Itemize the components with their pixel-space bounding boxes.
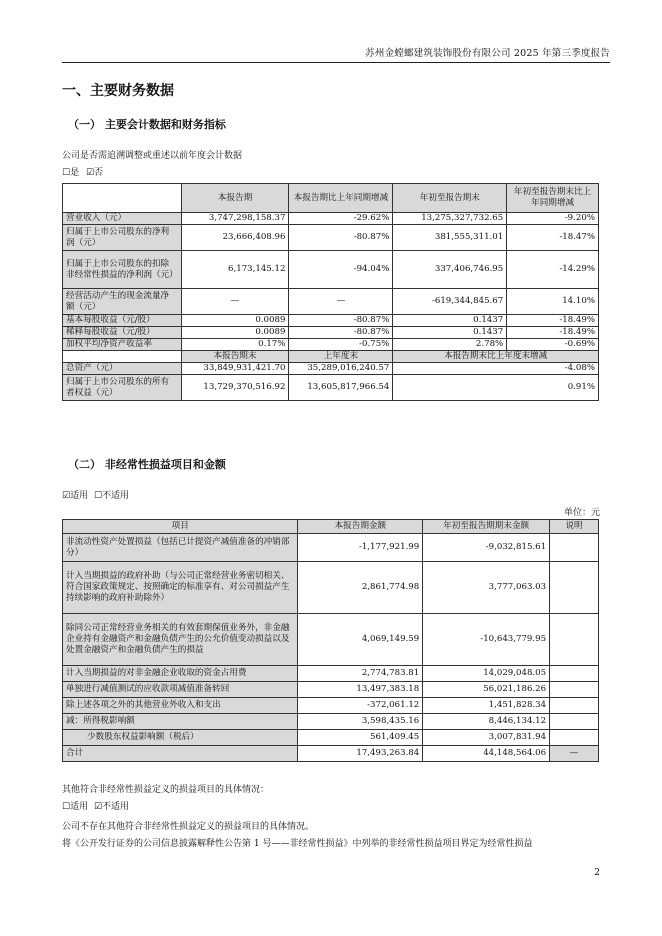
t1-cell: 33,849,931,421.70 (181, 363, 289, 375)
no-checkbox[interactable]: ☑ (85, 168, 95, 178)
t2-cell (550, 666, 599, 682)
table-row (63, 289, 599, 315)
applicable-label: 适用 (70, 491, 89, 501)
t1-cell: 13,275,327,732.65 (393, 213, 507, 225)
t2-header-cell: 年初至报告期期末金额 (423, 520, 550, 534)
t2-cell: 44,148,564.06 (423, 746, 550, 762)
other-items-options (62, 799, 129, 812)
t1-header-cell: 年初至报告期末 (393, 184, 507, 213)
table-row (63, 730, 599, 746)
t1-cell: -0.69% (507, 339, 599, 351)
not-applicable-label: 不适用 (102, 491, 130, 501)
restatement-question: 公司是否需追溯调整或重述以前年度会计数据 (62, 151, 243, 161)
restatement-options (62, 165, 103, 178)
t1-cell: 2.78% (393, 339, 507, 351)
table-row (63, 327, 599, 339)
t2-cell: 2,774,783.81 (298, 666, 423, 682)
t1-cell: 0.91% (393, 375, 599, 401)
t1-cell: 0.0089 (181, 327, 289, 339)
t1-cell: -80.87% (289, 225, 393, 251)
t1-cell: -14.29% (507, 251, 599, 289)
t2-cell: 3,598,435.16 (298, 714, 423, 730)
subsection-title-non-recurring: （二） 非经常性损益项目和金额 (68, 458, 226, 471)
t2-header-cell: 说明 (550, 520, 599, 534)
t1-cell: -9.20% (507, 213, 599, 225)
t1-cell: -4.08% (393, 363, 599, 375)
t1-row-label: 加权平均净资产收益率 (63, 339, 182, 351)
page-number: 2 (594, 868, 600, 878)
t1-cell: -18.49% (507, 327, 599, 339)
t1-cell: -18.49% (507, 315, 599, 327)
t1-row-label: 总资产（元） (63, 363, 182, 375)
t2-item-label: 合计 (63, 746, 298, 762)
t2-item-label: 计入当期损益的政府补助（与公司正常经营业务密切相关、符合国家政策规定、按照确定的标准享有、对公司损益产生持续影响的政府补助除外） (63, 562, 298, 614)
t1-cell: 14.10% (507, 289, 599, 315)
t2-cell: -10,643,779.95 (423, 614, 550, 666)
t1-row-label: 归属于上市公司股东的所有者权益（元） (63, 375, 182, 401)
t1-cell: 0.0089 (181, 315, 289, 327)
table-row (63, 534, 599, 562)
footer-line-2: 将《公开发行证券的公司信息披露解释性公告第 1 号——非经常性损益》中列举的非经常性损益项目界定为经常性损益 (62, 839, 533, 849)
t1-cell: 6,173,145.12 (181, 251, 289, 289)
t2-cell: 17,493,263.84 (298, 746, 423, 762)
t2-cell: 14,029,048.05 (423, 666, 550, 682)
t2-cell: 3,777,063.03 (423, 562, 550, 614)
t1-header-cell: 本报告期 (181, 184, 289, 213)
t1-cell: 381,555,311.01 (393, 225, 507, 251)
t1-cell: -80.87% (289, 327, 393, 339)
t2-cell (550, 682, 599, 698)
applicable-checkbox[interactable]: ☑ (62, 491, 71, 501)
report-header-title: 苏州金螳螂建筑装饰股份有限公司 2025 年第三季度报告 (365, 48, 610, 59)
t2-item-label: 非流动性资产处置损益（包括已计提资产减值准备的冲销部分） (63, 534, 298, 562)
t2-item-label: 单独进行减值测试的应收款项减值准备转回 (63, 682, 298, 698)
other-not-applicable-label: 不适用 (102, 802, 130, 812)
yes-checkbox[interactable]: ☐ (62, 168, 71, 178)
t2-header-cell: 本报告期金额 (298, 520, 423, 534)
t2-cell (550, 534, 599, 562)
table-row (63, 213, 599, 225)
table-row (63, 375, 599, 401)
t1-cell: -18.47% (507, 225, 599, 251)
other-applicable-label: 适用 (70, 802, 89, 812)
t2-cell: -372,061.12 (298, 698, 423, 714)
t1-cell: — (289, 289, 393, 315)
t2-cell (550, 614, 599, 666)
t2-item-label: 少数股东权益影响额（税后） (63, 730, 298, 746)
t1-cell: 35,289,016,240.57 (289, 363, 393, 375)
t2-item-label: 除同公司正常经营业务相关的有效套期保值业务外，非金融企业持有金融资产和金融负债产生的公允价值变动损益以及处置金融资产和金融负债产生的损益 (63, 614, 298, 666)
table-row (63, 682, 599, 698)
t2-cell: 56,021,186.26 (423, 682, 550, 698)
table-row (63, 363, 599, 375)
no-label: 否 (94, 168, 104, 178)
table-row (63, 614, 599, 666)
table-row (63, 562, 599, 614)
subsection-title-accounting-data: （一） 主要会计数据和财务指标 (68, 118, 226, 131)
t2-cell (550, 730, 599, 746)
t1-row-label: 基本每股收益（元/股） (63, 315, 182, 327)
t2-header-cell: 项目 (63, 520, 298, 534)
t2-item-label: 除上述各项之外的其他营业外收入和支出 (63, 698, 298, 714)
t1-cell: 0.1437 (393, 315, 507, 327)
t1-cell: -619,344,845.67 (393, 289, 507, 315)
t1-row-label: 归属于上市公司股东的净利润（元） (63, 225, 182, 251)
t1-cell: 13,729,370,516.92 (181, 375, 289, 401)
other-items-note: 其他符合非经常性损益定义的损益项目的具体情况： (62, 785, 270, 795)
t1-row-label: 稀释每股收益（元/股） (63, 327, 182, 339)
t2-cell (550, 714, 599, 730)
t2-item-label: 计入当期损益的对非金融企业收取的资金占用费 (63, 666, 298, 682)
t1-header-blank (63, 184, 182, 213)
t2-item-label: 减：所得税影响额 (63, 714, 298, 730)
table-row (63, 251, 599, 289)
t2-cell: 2,861,774.98 (298, 562, 423, 614)
t1-cell: 337,406,746.95 (393, 251, 507, 289)
section-title: 一、主要财务数据 (62, 83, 174, 99)
t1-cell: -80.87% (289, 315, 393, 327)
t2-cell (550, 698, 599, 714)
t1-cell: 23,666,408.96 (181, 225, 289, 251)
t1-row-label: 经营活动产生的现金流量净额（元） (63, 289, 182, 315)
t1-cell: -0.75% (289, 339, 393, 351)
t2-cell: — (550, 746, 599, 762)
t1-row-label: 归属于上市公司股东的扣除非经常性损益的净利润（元） (63, 251, 182, 289)
table-row (63, 315, 599, 327)
non-recurring-items-table (62, 519, 599, 762)
t1-header2-cell: 上年度末 (289, 351, 393, 363)
t1-cell: 13,605,817,966.54 (289, 375, 393, 401)
t1-header-cell: 年初至报告期末比上年同期增减 (507, 184, 599, 213)
table-row (63, 339, 599, 351)
key-financial-data-table (62, 183, 599, 401)
other-applicable-checkbox[interactable]: ☐ (62, 802, 71, 812)
t1-cell: -94.04% (289, 251, 393, 289)
t1-row-label: 营业收入（元） (63, 213, 182, 225)
t1-header2-blank (63, 351, 182, 363)
yes-label: 是 (70, 168, 80, 178)
table-row (63, 746, 599, 762)
table-row (63, 714, 599, 730)
t1-cell: 0.1437 (393, 327, 507, 339)
footer-line-1: 公司不存在其他符合非经常性损益定义的损益项目的具体情况。 (62, 822, 315, 832)
t2-cell: -9,032,815.61 (423, 534, 550, 562)
t1-header2-cell: 本报告期末比上年度末增减 (393, 351, 599, 363)
t2-cell: -1,177,921.99 (298, 534, 423, 562)
t1-cell: 0.17% (181, 339, 289, 351)
table-row (63, 698, 599, 714)
not-applicable-checkbox[interactable]: ☐ (93, 491, 103, 501)
t1-cell: 3,747,298,158.37 (181, 213, 289, 225)
t1-header-cell: 本报告期比上年同期增减 (289, 184, 393, 213)
table-row (63, 666, 599, 682)
t1-cell: — (181, 289, 289, 315)
t2-cell: 1,451,828.34 (423, 698, 550, 714)
t2-cell: 8,446,134.12 (423, 714, 550, 730)
t1-header2-cell: 本报告期末 (181, 351, 289, 363)
header-divider (62, 62, 610, 63)
unit-label: 单位：元 (563, 508, 600, 518)
t2-cell: 561,409.45 (298, 730, 423, 746)
table-row (63, 225, 599, 251)
t2-cell (550, 562, 599, 614)
t2-cell: 4,069,149.59 (298, 614, 423, 666)
applicability-options (62, 488, 129, 501)
other-not-applicable-checkbox[interactable]: ☑ (93, 802, 103, 812)
t1-cell: -29.62% (289, 213, 393, 225)
t2-cell: 13,497,383.18 (298, 682, 423, 698)
t2-cell: 3,007,831.94 (423, 730, 550, 746)
